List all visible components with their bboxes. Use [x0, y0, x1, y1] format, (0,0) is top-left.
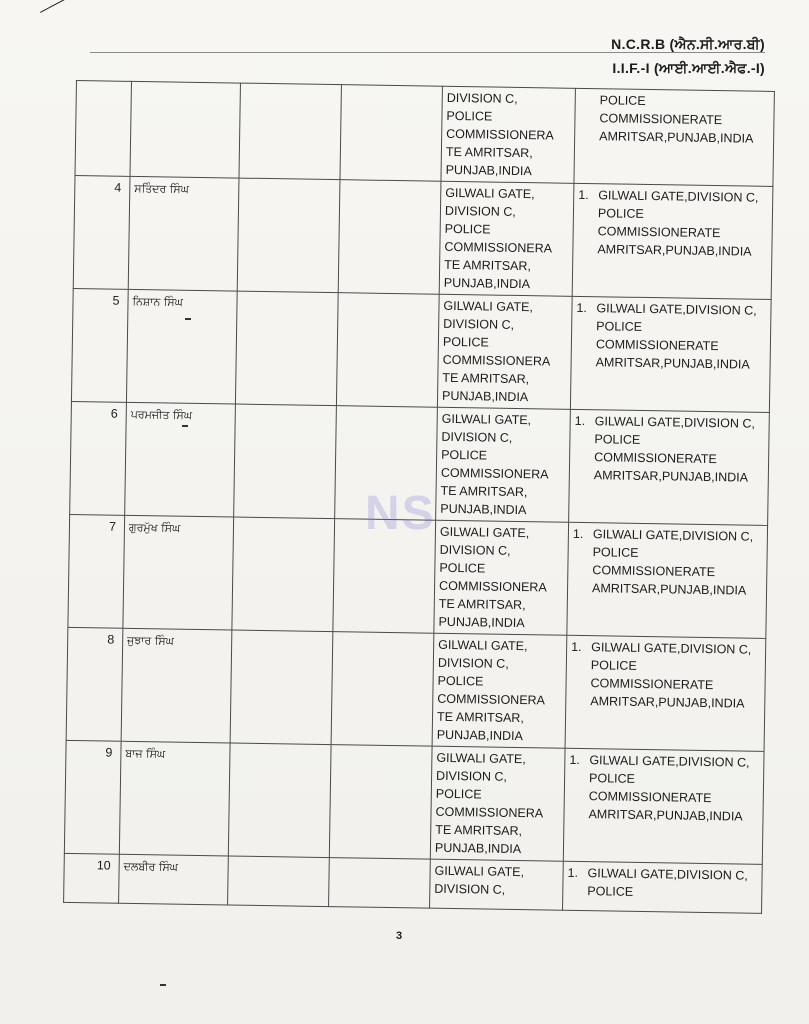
watermark: NS — [365, 487, 436, 540]
table-row — [73, 175, 773, 299]
name-cell: ਜੁਝਾਰ ਸਿੰਘ — [121, 628, 232, 743]
permanent-address-cell: 1. GILWALI GATE,DIVISION C, POLICE COMMISSIONERATE AMRITSAR,PUNJAB,INDIA — [569, 409, 770, 525]
serial-cell: 10 — [64, 853, 120, 903]
name-cell: ਬਾਜ ਸਿੰਘ — [119, 741, 230, 856]
address-cell: GILWALI GATE, DIVISION C, POLICE COMMISSIONERA TE AMRITSAR, PUNJAB,INDIA — [432, 633, 567, 748]
table-row — [66, 627, 766, 751]
empty-cell — [338, 180, 441, 295]
address-cell: GILWALI GATE, DIVISION C, POLICE COMMISSIONERA TE AMRITSAR, PUNJAB,INDIA — [439, 181, 574, 296]
serial-cell — [75, 81, 131, 177]
address-cell: GILWALI GATE, DIVISION C, POLICE COMMISSIONERA TE AMRITSAR, PUNJAB,INDIA — [434, 520, 569, 635]
header-iif: I.I.F.-I (ਆਈ.ਆਈ.ਐਫ.-I) — [612, 60, 765, 76]
header-divider — [90, 52, 765, 53]
empty-cell — [228, 743, 331, 858]
ink-speck — [185, 318, 191, 320]
empty-cell — [235, 291, 338, 406]
serial-cell: 9 — [64, 740, 121, 854]
ink-speck — [160, 984, 166, 986]
table-row — [64, 740, 764, 864]
corner-pen-mark — [40, 0, 93, 13]
empty-cell — [329, 745, 432, 860]
permanent-address-cell: 1. GILWALI GATE,DIVISION C, POLICE COMMISSIONERATE AMRITSAR,PUNJAB,INDIA — [567, 522, 768, 638]
permanent-address-cell: 1. GILWALI GATE,DIVISION C, POLICE COMMISSIONERATE AMRITSAR,PUNJAB,INDIA — [570, 296, 771, 412]
permanent-address-cell: 1. GILWALI GATE,DIVISION C, POLICE — [563, 861, 763, 913]
empty-cell — [230, 630, 333, 745]
name-cell: ਗੁਰਮੁੱਖ ਸਿੰਘ — [123, 515, 234, 630]
permanent-address-cell: 1. GILWALI GATE,DIVISION C, POLICE COMMISSIONERATE AMRITSAR,PUNJAB,INDIA — [565, 635, 766, 751]
table-row — [75, 81, 774, 187]
serial-cell: 8 — [66, 627, 123, 741]
ink-speck — [182, 425, 188, 427]
table-row — [71, 288, 771, 412]
permanent-address-cell: 1. GILWALI GATE,DIVISION C, POLICE COMMISSIONERATE AMRITSAR,PUNJAB,INDIA — [563, 748, 764, 864]
empty-cell — [237, 178, 340, 293]
empty-cell — [228, 856, 330, 907]
empty-cell — [336, 293, 439, 408]
empty-cell — [232, 517, 335, 632]
serial-cell: 6 — [70, 401, 127, 515]
permanent-address-cell: POLICE COMMISSIONERATE AMRITSAR,PUNJAB,INDIA — [574, 88, 774, 186]
empty-cell — [239, 83, 341, 180]
permanent-address-cell: 1. GILWALI GATE,DIVISION C, POLICE COMMISSIONERATE AMRITSAR,PUNJAB,INDIA — [572, 183, 773, 299]
name-cell — [130, 81, 240, 178]
address-cell: GILWALI GATE, DIVISION C, POLICE COMMISSIONERA TE AMRITSAR, PUNJAB,INDIA — [436, 407, 571, 522]
address-cell: DIVISION C, POLICE COMMISSIONERA TE AMRITSAR, PUNJAB,INDIA — [441, 86, 575, 183]
serial-cell: 7 — [68, 514, 125, 628]
name-cell: ਪਰਮਜੀਤ ਸਿੰਘ — [125, 402, 236, 517]
name-cell: ਸਤਿੰਦਰ ਸਿੰਘ — [128, 176, 239, 291]
serial-cell: 4 — [73, 175, 130, 289]
address-cell: GILWALI GATE, DIVISION C, POLICE COMMISSIONERA TE AMRITSAR, PUNJAB,INDIA — [437, 294, 572, 409]
empty-cell — [234, 404, 337, 519]
empty-cell — [340, 85, 442, 182]
table-row — [64, 853, 763, 913]
address-cell: GILWALI GATE, DIVISION C, POLICE COMMISSIONERA TE AMRITSAR, PUNJAB,INDIA — [430, 746, 565, 861]
page-number: 3 — [396, 930, 403, 942]
name-cell: ਦਲਬੀਰ ਸਿੰਘ — [119, 854, 229, 905]
name-cell: ਨਿਸ਼ਾਨ ਸਿੰਘ — [126, 289, 237, 404]
empty-cell — [329, 858, 431, 909]
header-ncrb: N.C.R.B (ਐਨ.ਸੀ.ਆਰ.ਬੀ) — [611, 36, 765, 52]
empty-cell — [331, 632, 434, 747]
address-cell: GILWALI GATE, DIVISION C, — [430, 859, 564, 910]
serial-cell: 5 — [71, 288, 128, 402]
